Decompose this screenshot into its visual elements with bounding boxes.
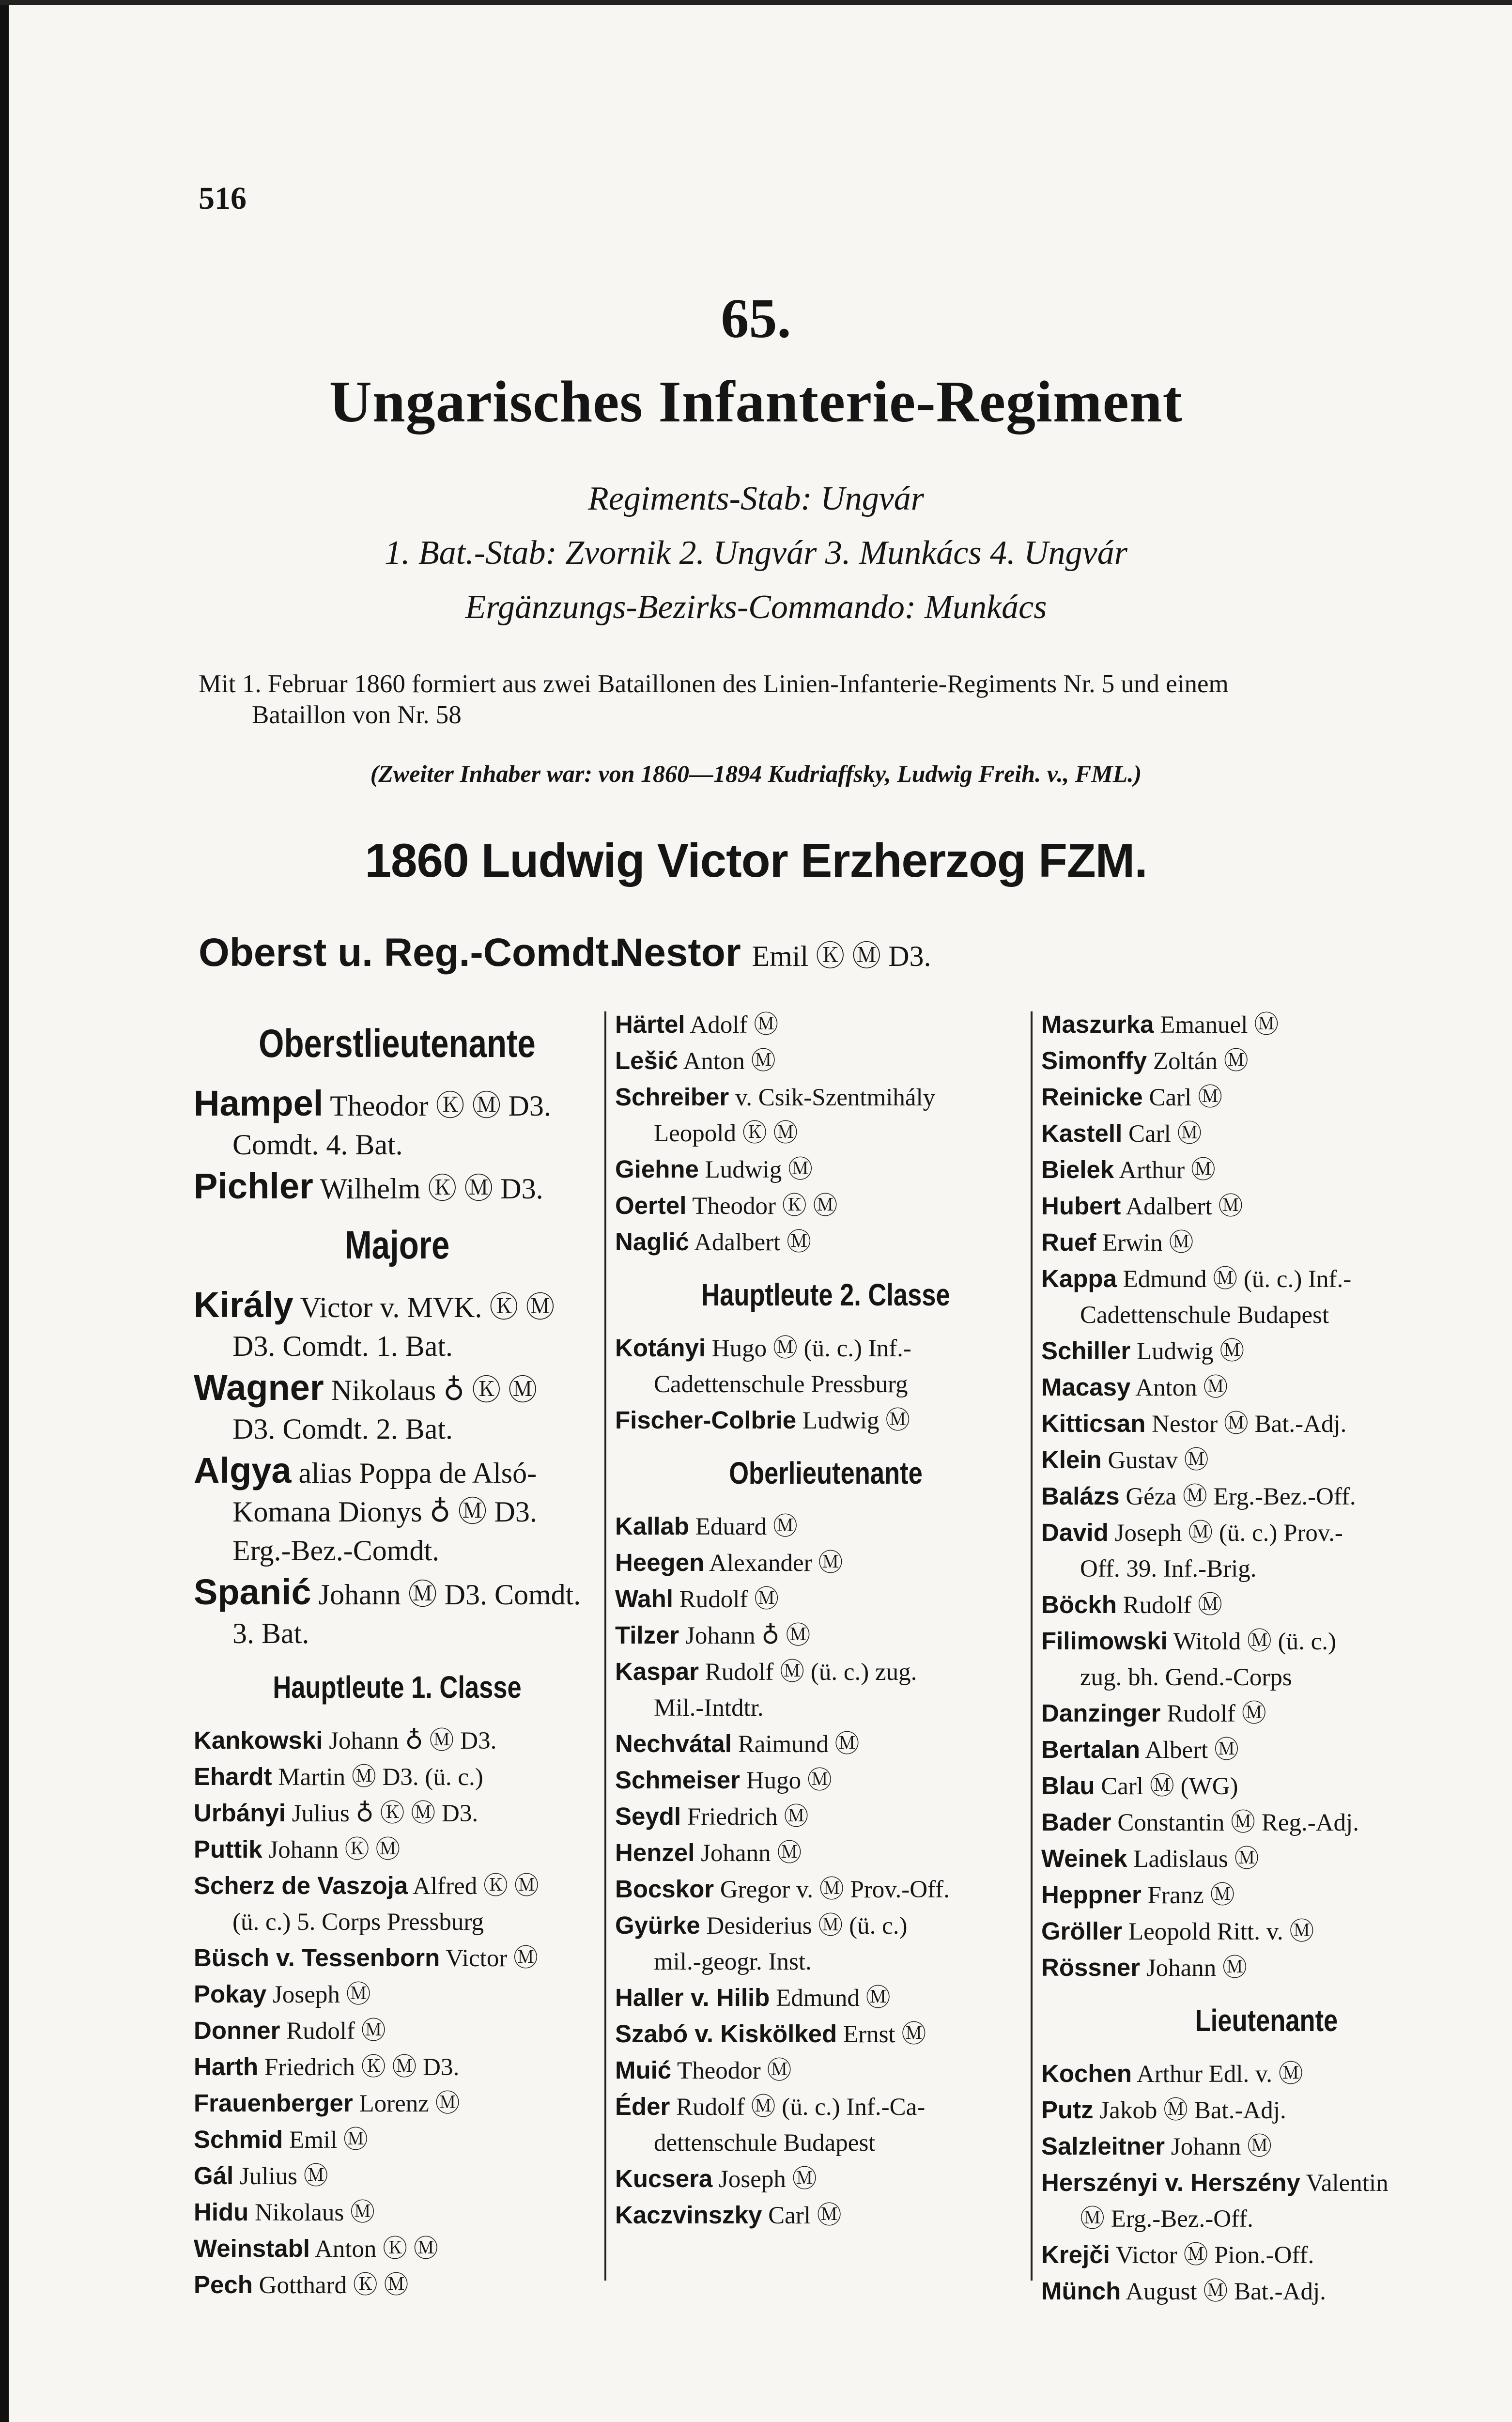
officer-surname: Simonffy [1041, 1047, 1147, 1074]
officer-details: Adalbert Ⓜ [694, 1229, 812, 1256]
officer-details: Emanuel Ⓜ [1160, 1011, 1279, 1039]
officer-details: Theodor Ⓚ Ⓜ D3. [330, 1090, 551, 1122]
officer-surname: Harth [194, 2053, 259, 2080]
officer-surname: Pichler [194, 1166, 313, 1206]
officer-surname: Kankowski [194, 1726, 323, 1754]
officer-details: Johann Ⓜ [701, 1840, 802, 1867]
roster-entry [615, 1508, 1036, 1545]
officer-surname: Bertalan [1041, 1736, 1141, 1763]
officer-details: Hugo Ⓜ (ü. c.) Inf.- [711, 1335, 911, 1362]
roster-entry [1041, 1515, 1492, 1587]
roster-entry [615, 1079, 1036, 1151]
officer-details: Friedrich Ⓚ Ⓜ D3. [264, 2054, 460, 2081]
column-2 [615, 1007, 1036, 2234]
officer-details: Rudolf Ⓜ [1123, 1592, 1223, 1619]
roster-entry [194, 1573, 601, 1653]
officer-details: Nikolaus Ⓜ [255, 2199, 375, 2226]
officer-details: Zoltán Ⓜ [1153, 1048, 1249, 1075]
roster-entry [615, 1871, 1036, 1908]
officer-details-continued: dettenschule Budapest [654, 2129, 876, 2157]
officer-details: Joseph Ⓜ [273, 1981, 371, 2008]
officer-details: v. Csik-Szentmihály [735, 1084, 936, 1111]
roster-entry [615, 2161, 1036, 2197]
officer-details: Rudolf Ⓜ [1167, 1700, 1266, 1727]
roster-entry [194, 1795, 601, 1832]
officer-details: Victor Ⓜ [446, 1945, 539, 1972]
roster-entry [1041, 1116, 1492, 1152]
officer-surname: Ruef [1041, 1228, 1096, 1256]
page-number: 516 [199, 181, 247, 216]
officer-details: Nikolaus ♁ Ⓚ Ⓜ [331, 1374, 538, 1406]
colonel-name: Nestor [615, 931, 741, 975]
officer-surname: Hubert [1041, 1192, 1121, 1220]
officer-surname: Böckh [1041, 1591, 1117, 1618]
roster-entry [194, 1167, 601, 1208]
column-rule [604, 1011, 606, 2281]
roster-entry [615, 1188, 1036, 1224]
roster-entry [615, 1043, 1036, 1079]
officer-surname: Krejči [1041, 2241, 1110, 2268]
officer-details: Johann Ⓚ Ⓜ [268, 1836, 401, 1863]
officer-details-continued: Off. 39. Inf.-Brig. [1080, 1555, 1257, 1583]
officer-surname: Seydl [615, 1802, 681, 1830]
officer-details: Nestor Ⓜ Bat.-Adj. [1152, 1411, 1347, 1438]
roster-entry [1041, 1007, 1492, 1043]
officer-details: Johann Ⓜ [1146, 1955, 1248, 1982]
officer-surname: Oertel [615, 1192, 687, 1219]
roster-entry [615, 1654, 1036, 1726]
officer-surname: Ehardt [194, 1763, 272, 1790]
officer-surname: Gál [194, 2162, 234, 2189]
roster-entry [615, 1908, 1036, 1980]
officer-details-continued: 3. Bat. [232, 1617, 309, 1649]
officer-details: Arthur Edl. v. Ⓜ [1136, 2061, 1303, 2088]
officer-surname: Reinicke [1041, 1083, 1143, 1111]
officer-details: Edmund Ⓜ [776, 1985, 891, 2012]
officer-surname: Schmeiser [615, 1766, 740, 1794]
officer-details: Gregor v. Ⓜ Prov.-Off. [720, 1876, 950, 1903]
officer-details: Erwin Ⓜ [1102, 1229, 1194, 1257]
officer-surname: Maszurka [1041, 1010, 1154, 1038]
roster-entry [615, 1835, 1036, 1871]
roster-entry [615, 1762, 1036, 1799]
officer-surname: Kitticsan [1041, 1410, 1146, 1437]
roster-entry [1041, 2273, 1492, 2310]
roster-entry [1041, 1442, 1492, 1478]
roster-entry [194, 2013, 601, 2049]
bataillon-stab-line: 1. Bat.-Stab: Zvornik 2. Ungvár 3. Munkács 4. Ungvár [385, 534, 1127, 572]
roster-entry [615, 1617, 1036, 1654]
officer-surname: Bocskor [615, 1875, 714, 1903]
officer-surname: Salzleitner [1041, 2132, 1165, 2160]
roster-entry [1041, 1478, 1492, 1515]
officer-surname: Donner [194, 2017, 280, 2044]
section-heading: Oberstlieutenante [259, 1022, 536, 1066]
officer-details: Johann ♁ Ⓜ D3. [329, 1727, 497, 1754]
colonel-label: Oberst u. Reg.-Comdt. [199, 931, 620, 975]
officer-details: Anton Ⓚ Ⓜ [314, 2236, 438, 2263]
officer-surname: Szabó v. Kiskölked [615, 2020, 837, 2048]
officer-surname: Muić [615, 2056, 672, 2084]
roster-entry [1041, 2237, 1492, 2273]
officer-surname: Rössner [1041, 1954, 1141, 1981]
officer-details: Valentin [1306, 2170, 1389, 2197]
officer-surname: Filimowski [1041, 1627, 1168, 1655]
officer-surname: Putz [1041, 2096, 1094, 2124]
officer-surname: Weinstabl [194, 2235, 310, 2262]
officer-surname: Klein [1041, 1446, 1102, 1474]
page-edge-top [0, 0, 1512, 5]
roster-entry [1041, 2128, 1492, 2165]
officer-details: Joseph Ⓜ (ü. c.) Prov.- [1114, 1520, 1343, 1547]
regiment-title: Ungarisches Infanterie-Regiment [329, 369, 1183, 435]
officer-details: Julius Ⓜ [239, 2163, 328, 2190]
officer-details: Adolf Ⓜ [690, 1011, 779, 1039]
officer-surname: Wahl [615, 1585, 673, 1613]
officer-details: Victor v. MVK. Ⓚ Ⓜ [300, 1291, 555, 1323]
roster-entry [615, 2016, 1036, 2052]
roster-entry [1041, 1950, 1492, 1986]
regiment-number: 65. [721, 288, 791, 350]
officer-details: alias Poppa de Alsó- [298, 1457, 537, 1489]
officer-surname: Gröller [1041, 1917, 1123, 1945]
section-heading: Hauptleute 1. Classe [273, 1670, 522, 1705]
officer-details-continued: (ü. c.) 5. Corps Pressburg [232, 1909, 484, 1936]
officer-surname: Hampel [194, 1083, 324, 1123]
officer-details-continued: Ⓜ Erg.-Bez.-Off. [1080, 2205, 1253, 2233]
roster-entry [615, 1980, 1036, 2016]
officer-surname: Blau [1041, 1772, 1095, 1800]
officer-details: Rudolf Ⓜ [286, 2018, 386, 2045]
history-line-1: Mit 1. Februar 1860 formiert aus zwei Bataillonen des Linien-Infanterie-Regiments Nr. 5 und einem [199, 670, 1229, 698]
roster-entry [615, 1151, 1036, 1188]
roster-entry [1041, 1152, 1492, 1188]
officer-details: Jakob Ⓜ Bat.-Adj. [1099, 2097, 1286, 2124]
officer-details: Anton Ⓜ [1135, 1374, 1228, 1401]
officer-details-continued: Leopold Ⓚ Ⓜ [654, 1120, 798, 1147]
roster-entry [194, 1759, 601, 1795]
officer-details: Joseph Ⓜ [719, 2166, 817, 2193]
officer-details: Johann Ⓜ [1171, 2133, 1272, 2160]
officer-details: Adalbert Ⓜ [1126, 1193, 1243, 1220]
section-heading: Hauptleute 2. Classe [701, 1277, 950, 1312]
section-heading: Majore [344, 1223, 450, 1267]
officer-surname: Büsch v. Tessenborn [194, 1944, 440, 1972]
roster-entry [1041, 1261, 1492, 1333]
officer-details-continued: Cadettenschule Budapest [1080, 1302, 1329, 1329]
officer-surname: Urbányi [194, 1799, 286, 1827]
colonel-details: Emil Ⓚ Ⓜ D3. [752, 940, 931, 972]
roster-entry [1041, 1225, 1492, 1261]
officer-surname: Lešić [615, 1047, 679, 1074]
roster-entry [1041, 1877, 1492, 1913]
column-3 [1041, 1007, 1492, 2310]
officer-details: Ludwig Ⓜ [705, 1156, 813, 1183]
officer-details: Emil Ⓜ [289, 2127, 368, 2154]
regiments-stab-line: Regiments-Stab: Ungvár [587, 480, 925, 517]
officer-surname: Gyürke [615, 1911, 700, 1939]
roster-entry [1041, 1623, 1492, 1695]
page-edge [0, 0, 9, 2422]
officer-surname: Heegen [615, 1549, 705, 1576]
roster-entry [194, 2158, 601, 2194]
officer-surname: Algya [194, 1450, 292, 1490]
officer-surname: Kaczvinszky [615, 2201, 762, 2229]
roster-entry [615, 1224, 1036, 1260]
roster-entry [1041, 1804, 1492, 1841]
roster-entry [615, 1799, 1036, 1835]
officer-details: Ladislaus Ⓜ [1133, 1846, 1259, 1873]
officer-details: Rudolf Ⓜ (ü. c.) zug. [705, 1659, 917, 1686]
officer-surname: Schmid [194, 2126, 283, 2153]
roster-entry [194, 2085, 601, 2122]
roster-entry [1041, 1043, 1492, 1079]
officer-details: Desiderius Ⓜ (ü. c.) [706, 1912, 908, 1940]
roster-entry [615, 1330, 1036, 1402]
officer-surname: Kochen [1041, 2060, 1132, 2087]
officer-details-continued: Komana Dionys ♁ Ⓜ D3. Erg.-Bez.-Comdt. [232, 1496, 537, 1567]
officer-details-continued: mil.-geogr. Inst. [654, 1948, 812, 1975]
roster-entry [194, 2194, 601, 2231]
roster-entry [194, 1451, 601, 1570]
officer-surname: Éder [615, 2093, 670, 2120]
officer-details: Carl Ⓜ [768, 2202, 842, 2229]
officer-surname: Herszényi v. Herszény [1041, 2169, 1300, 2196]
roster-entry [194, 1868, 601, 1940]
roster-entry [615, 2197, 1036, 2234]
officer-details: Martin Ⓜ D3. (ü. c.) [278, 1764, 483, 1791]
officer-surname: Frauenberger [194, 2089, 353, 2117]
roster-entry [615, 1726, 1036, 1762]
officer-surname: Danzinger [1041, 1699, 1161, 1727]
officer-surname: Härtel [615, 1010, 685, 1038]
officer-surname: Tilzer [615, 1621, 679, 1649]
roster-entry [1041, 1913, 1492, 1950]
officer-details: Rudolf Ⓜ [679, 1586, 779, 1613]
second-owner-note: (Zweiter Inhaber war: von 1860—1894 Kudriaffsky, Ludwig Freih. v., FML.) [370, 760, 1142, 787]
roster-entry [194, 1286, 601, 1366]
officer-details-continued: Mil.-Intdtr. [654, 1694, 764, 1722]
officer-surname: Puttik [194, 1835, 262, 1863]
officer-surname: Giehne [615, 1155, 699, 1183]
officer-surname: Kucsera [615, 2165, 713, 2192]
colonel-entry [615, 930, 931, 976]
roster-entry [194, 1368, 601, 1448]
officer-surname: Bielek [1041, 1156, 1114, 1183]
officer-details: Alexander Ⓜ [709, 1550, 843, 1577]
officer-details: Johann ♁ Ⓜ [685, 1622, 811, 1649]
roster-entry [1041, 1841, 1492, 1877]
officer-details: Gotthard Ⓚ Ⓜ [259, 2272, 409, 2299]
roster-entry [1041, 1079, 1492, 1116]
roster-entry [194, 1723, 601, 1759]
officer-details: August Ⓜ Bat.-Adj. [1126, 2278, 1326, 2305]
roster-entry [1041, 1406, 1492, 1442]
officer-details: Johann Ⓜ D3. Comdt. [318, 1579, 581, 1611]
roster-entry [1041, 1732, 1492, 1768]
officer-details: Eduard Ⓜ [695, 1513, 798, 1540]
roster-entry [615, 2089, 1036, 2161]
officer-details: Géza Ⓜ Erg.-Bez.-Off. [1126, 1483, 1356, 1510]
officer-surname: Bader [1041, 1808, 1111, 1836]
officer-surname: Pokay [194, 1980, 267, 2008]
officer-surname: Henzel [615, 1839, 695, 1866]
officer-details: Witold Ⓜ (ü. c.) [1173, 1628, 1337, 1655]
section-heading: Oberlieutenante [729, 1456, 923, 1490]
officer-surname: Naglić [615, 1228, 690, 1256]
officer-surname: Király [194, 1285, 293, 1325]
officer-surname: David [1041, 1519, 1109, 1546]
officer-details: Theodor Ⓚ Ⓜ [692, 1193, 838, 1220]
roster-entry [194, 1832, 601, 1868]
officer-details: Leopold Ritt. v. Ⓜ [1128, 1918, 1314, 1945]
roster-entry [194, 1084, 601, 1164]
officer-surname: Balázs [1041, 1482, 1120, 1510]
roster-entry [194, 2122, 601, 2158]
officer-details-continued: Comdt. 4. Bat. [232, 1129, 403, 1161]
officer-surname: Heppner [1041, 1881, 1142, 1909]
officer-surname: Kastell [1041, 1119, 1123, 1147]
roster-entry [194, 2267, 601, 2303]
roster-entry [1041, 1768, 1492, 1804]
officer-details-continued: D3. Comdt. 1. Bat. [232, 1330, 453, 1362]
roster-entry [1041, 2165, 1492, 2237]
column-1 [194, 1007, 601, 2303]
officer-details: Hugo Ⓜ [746, 1767, 832, 1794]
roster-entry [1041, 1587, 1492, 1623]
roster-entry [194, 2231, 601, 2267]
officer-details: Carl Ⓜ [1128, 1120, 1202, 1148]
roster-entry [1041, 1188, 1492, 1225]
history-line-2: Bataillon von Nr. 58 [252, 701, 462, 729]
officer-details: Julius ♁ Ⓚ Ⓜ D3. [292, 1800, 478, 1827]
roster-entry [615, 2052, 1036, 2089]
officer-surname: Macasy [1041, 1373, 1131, 1401]
officer-surname: Schiller [1041, 1337, 1131, 1365]
officer-surname: Schreiber [615, 1083, 729, 1111]
section-heading: Lieutenante [1195, 2003, 1338, 2038]
officer-surname: Kaspar [615, 1658, 699, 1685]
officer-details: Carl Ⓜ (WG) [1101, 1773, 1238, 1800]
officer-details: Wilhelm Ⓚ Ⓜ D3. [320, 1173, 543, 1205]
officer-details: Edmund Ⓜ (ü. c.) Inf.- [1123, 1266, 1352, 1293]
officer-surname: Münch [1041, 2277, 1121, 2305]
officer-surname: Nechvátal [615, 1730, 732, 1757]
officer-details: Rudolf Ⓜ (ü. c.) Inf.-Ca- [676, 2094, 926, 2121]
officer-details-continued: Cadettenschule Pressburg [654, 1371, 908, 1398]
officer-details: Ludwig Ⓜ [802, 1407, 910, 1434]
officer-details-continued: D3. Comdt. 2. Bat. [232, 1413, 453, 1445]
officer-details: Ernst Ⓜ [843, 2021, 926, 2048]
officer-details: Victor Ⓜ Pion.-Off. [1115, 2242, 1314, 2269]
officer-details: Gustav Ⓜ [1108, 1447, 1209, 1474]
officer-surname: Kotányi [615, 1334, 706, 1362]
officer-details: Arthur Ⓜ [1119, 1157, 1216, 1184]
formation-history [199, 668, 1467, 730]
roster-entry [615, 1581, 1036, 1617]
roster-entry [615, 1007, 1036, 1043]
roster-entry [194, 2049, 601, 2085]
officer-surname: Fischer-Colbrie [615, 1406, 797, 1434]
officer-details: Carl Ⓜ [1149, 1084, 1223, 1111]
roster-entry [615, 1402, 1036, 1439]
roster-entry [194, 1940, 601, 1976]
officer-surname: Weinek [1041, 1845, 1127, 1872]
officer-surname: Scherz de Vaszoja [194, 1872, 408, 1899]
roster-entry [1041, 1695, 1492, 1732]
officer-details: Raimund Ⓜ [738, 1731, 860, 1758]
roster-entry [194, 1976, 601, 2013]
officer-details: Constantin Ⓜ Reg.-Adj. [1117, 1809, 1359, 1836]
officer-surname: Pech [194, 2271, 253, 2298]
officer-details: Albert Ⓜ [1145, 1737, 1239, 1764]
officer-details: Ludwig Ⓜ [1137, 1338, 1245, 1365]
officer-surname: Kappa [1041, 1265, 1117, 1292]
officer-details-continued: zug. bh. Gend.-Corps [1080, 1664, 1292, 1691]
roster-entry [615, 1545, 1036, 1581]
ergaenzungs-line: Ergänzungs-Bezirks-Commando: Munkács [465, 589, 1047, 626]
officer-surname: Hidu [194, 2198, 249, 2226]
roster-entry [1041, 1333, 1492, 1369]
officer-surname: Kallab [615, 1512, 690, 1540]
officer-surname: Spanić [194, 1572, 311, 1612]
officer-details: Alfred Ⓚ Ⓜ [413, 1873, 539, 1900]
officer-surname: Wagner [194, 1367, 324, 1408]
officer-details: Anton Ⓜ [683, 1048, 776, 1075]
roster-entry [1041, 2056, 1492, 2092]
officer-details: Friedrich Ⓜ [687, 1803, 809, 1831]
officer-surname: Haller v. Hilib [615, 1984, 770, 2011]
regiment-owner: 1860 Ludwig Victor Erzherzog FZM. [365, 834, 1147, 887]
officer-details: Theodor Ⓜ [677, 2057, 792, 2084]
officer-details: Lorenz Ⓜ [359, 2090, 460, 2117]
officer-details: Franz Ⓜ [1147, 1882, 1235, 1909]
roster-entry [1041, 1369, 1492, 1406]
roster-entry [1041, 2092, 1492, 2128]
